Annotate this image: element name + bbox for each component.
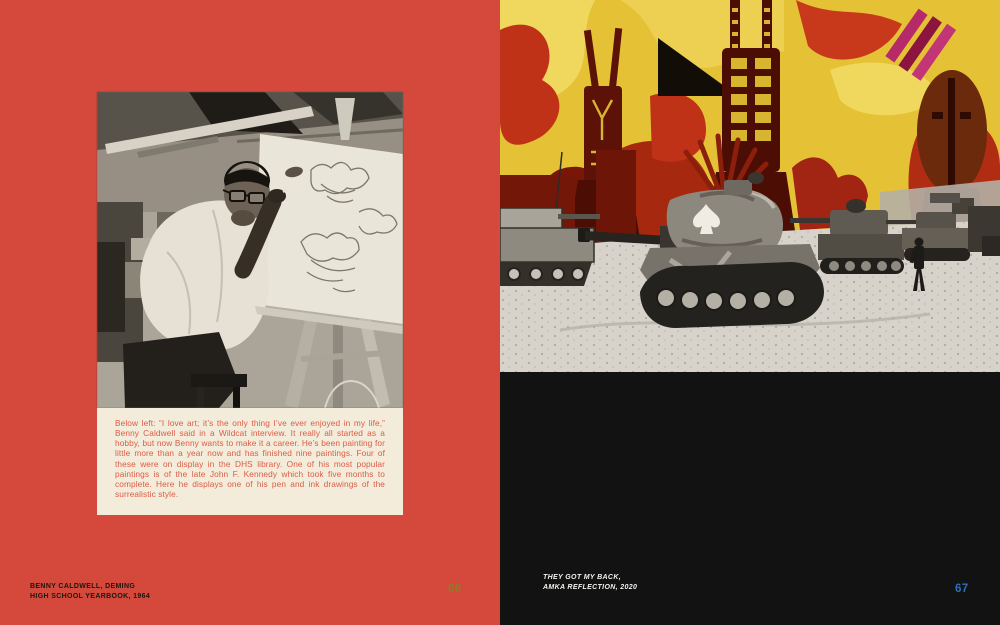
- yearbook-photo: [97, 92, 403, 408]
- easel-canvas: [255, 134, 403, 332]
- left-credit-line1: BENNY CALDWELL, DEMING: [30, 583, 136, 590]
- right-page: [500, 0, 1000, 625]
- collage-artwork: [500, 0, 1000, 372]
- left-credit: [30, 582, 150, 601]
- collage-artwork-svg: [500, 0, 1000, 372]
- caption-text: Below left: “I love art; it’s the only thing I’ve ever enjoyed in my life,” Benny Caldwell said in a Wildcat interview. It really all started as a hobby, but now Benny wants to make it a career. He’s been painting for little more than a year now and has finished nine paintings. Four of these were on display in the DHS library. One of his most popular paintings is of the late John F. Kennedy which took five months to complete. Here he displays one of his pen and ink drawings of the surrealistic style.: [115, 418, 385, 500]
- caption-box: [97, 408, 403, 515]
- right-credit-line2: AMKA REFLECTION, 2020: [543, 583, 638, 591]
- left-page-number: 66: [448, 583, 462, 595]
- yearbook-photo-svg: [97, 92, 403, 408]
- right-credit: [543, 573, 637, 592]
- left-credit-line2: HIGH SCHOOL YEARBOOK, 1964: [30, 592, 151, 600]
- right-credit-line1: THEY GOT MY BACK,: [543, 574, 622, 581]
- right-page-number: 67: [955, 583, 969, 595]
